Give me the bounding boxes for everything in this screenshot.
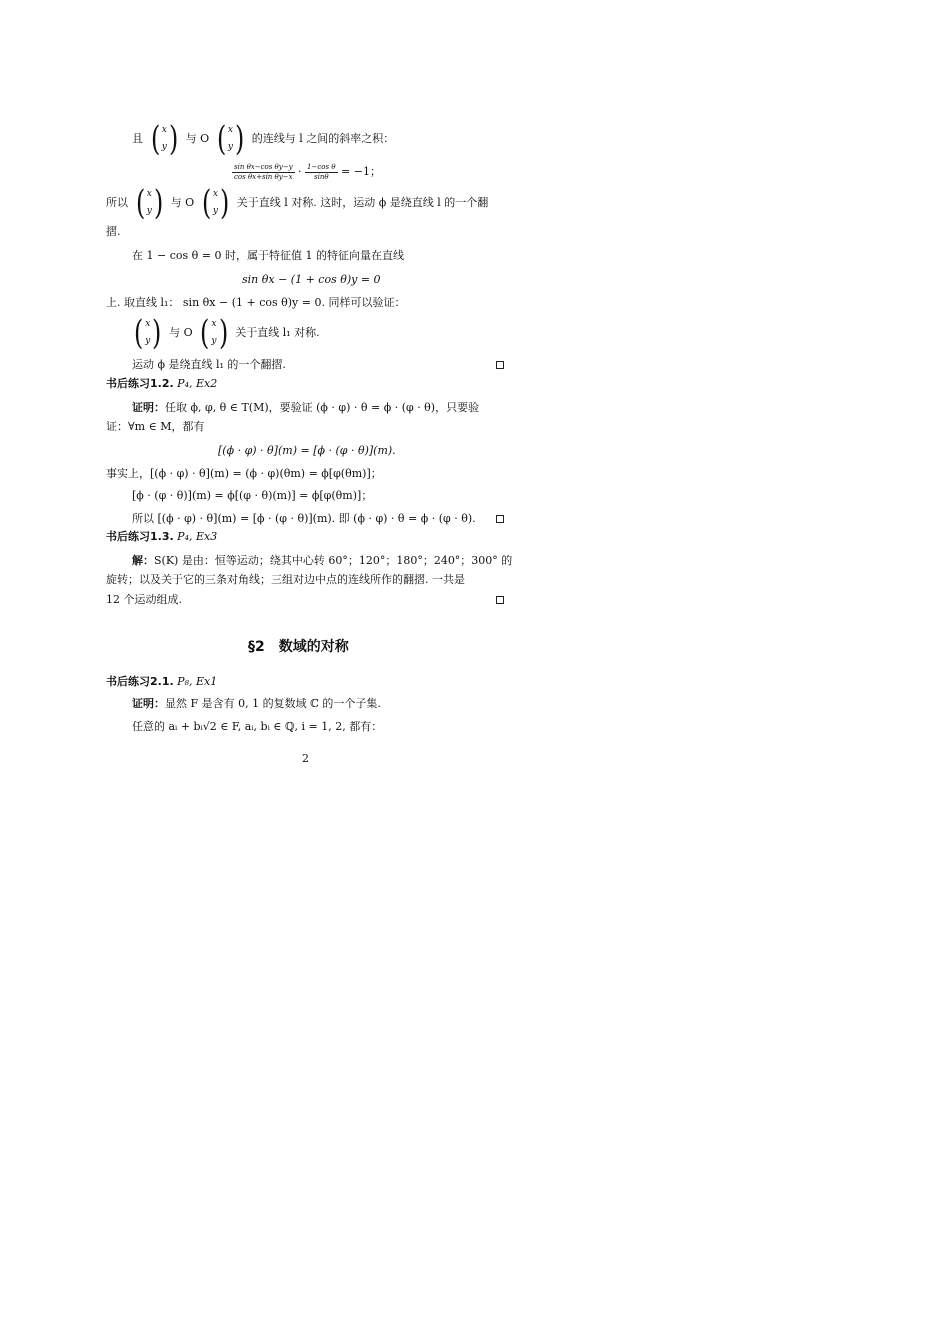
text-line-3	[106, 184, 488, 222]
proof-label: 证明：	[132, 401, 165, 414]
text-fragment: 与 O	[170, 196, 195, 209]
qed-square	[496, 596, 504, 604]
text-fragment: 显然 F 是含有 0, 1 的复数域 ℂ 的一个子集.	[165, 697, 381, 710]
text-fragment: 所以	[106, 196, 128, 209]
text-fragment: 关于直线 l₁ 对称.	[235, 326, 320, 339]
proof-line-4: [ϕ · (φ · θ)](m) = ϕ[(φ · θ)(m)] = ϕ[φ(θm)]；	[132, 489, 373, 502]
proof-label: 证明：	[132, 697, 165, 710]
text-fragment: = −1；	[341, 165, 381, 178]
solution-line-2: 旋转；以及关于它的三条对角线；三组对边中点的连线所作的翻摺. 一共是	[106, 573, 465, 586]
column-vector: ( x y )	[135, 183, 164, 223]
section-heading: §2 数域的对称	[248, 639, 349, 655]
text-line-9: 运动 ϕ 是绕直线 l₁ 的一个翻摺.	[132, 358, 286, 371]
column-vector: ( x y )	[216, 119, 245, 159]
proof-line: 任意的 aᵢ + bᵢ√2 ∈ F, aᵢ, bᵢ ∈ ℚ, i = 1, 2, 都有：	[132, 720, 383, 733]
exercise-ref: P₈, Ex1	[177, 675, 218, 688]
exercise-label: 书后练习1.3.	[106, 530, 174, 543]
page-number: 2	[302, 752, 309, 765]
slope-product-equation	[232, 161, 381, 183]
equation-line: [(ϕ · φ) · θ](m) = [ϕ · (φ · θ)](m).	[218, 444, 396, 457]
text-fragment: 且	[132, 132, 143, 145]
proof-line-3: 事实上，[(ϕ · φ) · θ](m) = (ϕ · φ)(θm) = ϕ[φ(θm)]；	[106, 467, 382, 480]
fraction: $\frac{\text{1−cos θ}}{\sin\theta}$	[307, 162, 336, 181]
text-fragment: 的连线与 l 之间的斜率之积：	[251, 132, 395, 145]
proof-line-1	[132, 401, 479, 415]
column-vector: ( x y )	[200, 313, 228, 353]
proof-line-2: 证：∀m ∈ M，都有	[106, 420, 205, 433]
exercise-label: 书后练习1.2.	[106, 377, 174, 390]
dot-operator: ·	[298, 165, 302, 178]
text-line-5: 在 1 − cos θ = 0 时，属于特征值 1 的特征向量在直线	[132, 249, 404, 262]
column-vector: ( x y )	[133, 313, 162, 353]
text-line-4: 摺.	[106, 225, 121, 238]
exercise-heading-1-3	[106, 530, 217, 544]
solution-label: 解：	[132, 554, 154, 567]
text-line-1	[132, 120, 394, 158]
qed-square	[496, 361, 504, 369]
exercise-heading-2-1	[106, 675, 217, 689]
text-fragment: 关于直线 l 对称. 这时，运动 ϕ 是绕直线 l 的一个翻	[236, 196, 489, 209]
qed-square	[496, 515, 504, 523]
exercise-heading-1-2	[106, 377, 217, 391]
column-vector: ( x y )	[201, 183, 230, 223]
solution-line-3: 12 个运动组成.	[106, 593, 182, 606]
text-fragment: S(K) 是由：恒等运动；绕其中心转 60°；120°；180°；240°；300° 的	[154, 554, 513, 567]
equation-line: sin θx − (1 + cos θ)y = 0	[242, 273, 381, 286]
exercise-ref: P₄, Ex2	[177, 377, 218, 390]
text-line-7: 上. 取直线 l₁： sin θx − (1 + cos θ)y = 0. 同样可以验证：	[106, 296, 406, 309]
text-fragment: 任取 ϕ, φ, θ ∈ T(M)，要验证 (ϕ · φ) · θ = ϕ · (φ · θ)，只要验	[165, 401, 480, 414]
solution-line-1	[132, 554, 512, 568]
proof-line	[132, 697, 381, 711]
text-line-8	[130, 314, 320, 352]
column-vector: ( x y )	[150, 119, 179, 159]
fraction: $\frac{\text{sin θx−cos θy−y}}{\text{cos θx+sin θy−x}}$	[234, 162, 293, 181]
text-fragment: 与 O	[169, 326, 193, 339]
exercise-ref: P₄, Ex3	[177, 530, 218, 543]
proof-line-5: 所以 [(ϕ · φ) · θ](m) = [ϕ · (φ · θ)](m). 即 (ϕ · φ) · θ = ϕ · (φ · θ).	[132, 512, 476, 525]
text-fragment: 与 O	[185, 132, 210, 145]
exercise-label: 书后练习2.1.	[106, 675, 174, 688]
